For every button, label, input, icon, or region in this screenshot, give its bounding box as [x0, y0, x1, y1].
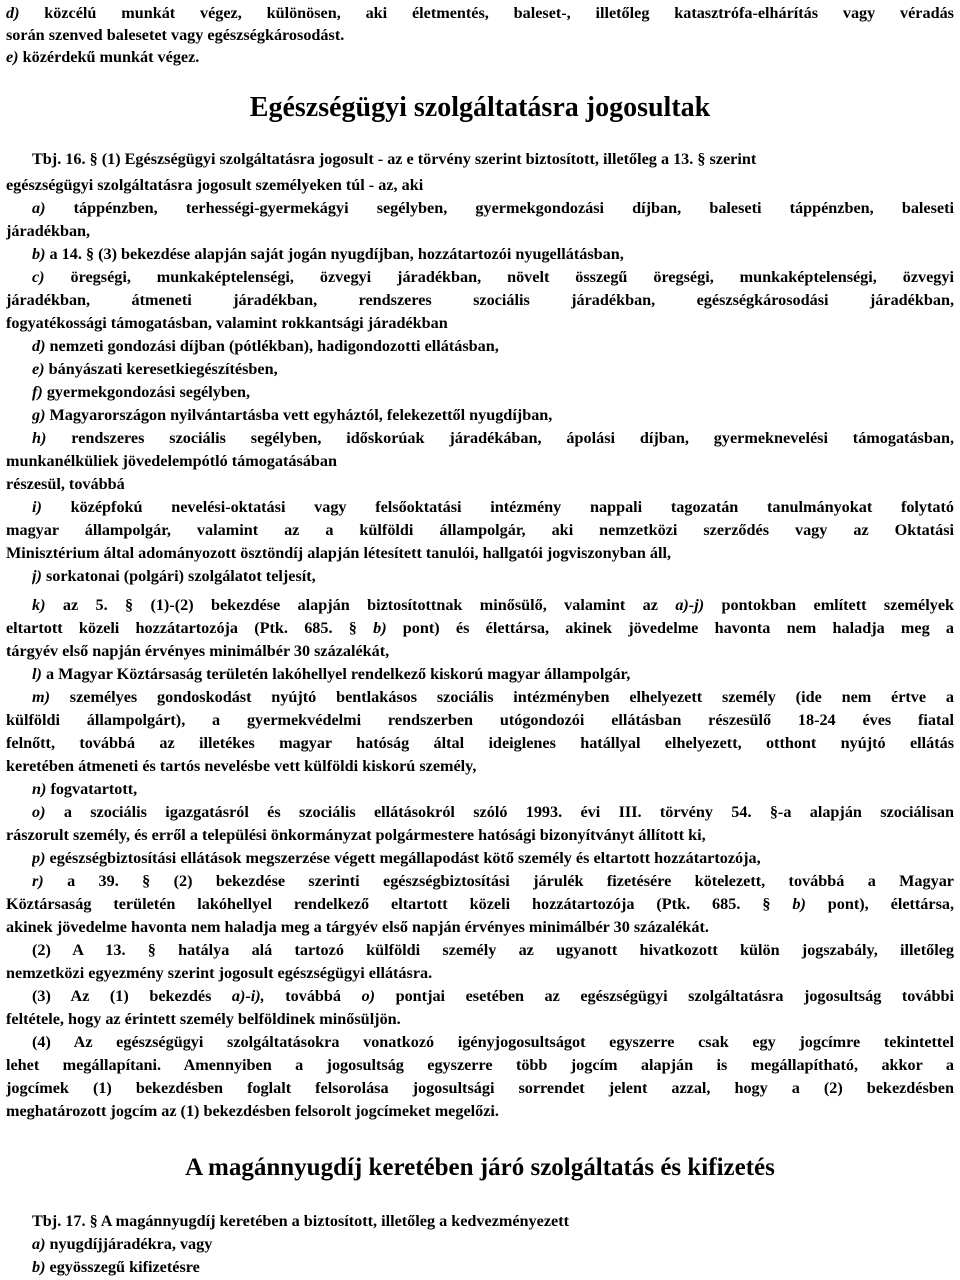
- text-segment: Tbj. 16. § (1) Egészségügyi szolgáltatásra jogosult - az e törvény szerint biztosított, illetőleg a 13. § szerint: [32, 150, 757, 168]
- item-marker: c): [32, 268, 45, 286]
- text-segment: (4) Az egészségügyi szolgáltatásokra vonatkozó igényjogosultságot egyszerre csak egy jogcímre tekintettel: [32, 1033, 954, 1051]
- text-line: [32, 358, 954, 380]
- text-segment: külföldi állampolgárt), a gyermekvédelmi rendszerben utógondozói ellátásban részesülő 18-24 éves fiatal: [6, 711, 954, 729]
- text-line: [32, 939, 954, 961]
- item-marker: d): [32, 337, 46, 355]
- text-segment: pontokban említett személyek: [704, 596, 954, 614]
- item-marker: f): [32, 383, 43, 401]
- text-line: [32, 1256, 954, 1278]
- text-segment: Minisztérium által adományozott ösztöndíj alapján létesített tanulói, hallgatói jogviszonyban áll,: [6, 544, 672, 562]
- item-marker: d): [6, 4, 20, 22]
- item-marker: b): [32, 245, 46, 263]
- text-line: [32, 496, 954, 518]
- text-segment: fogvatartott,: [46, 780, 138, 798]
- text-segment: nemzeti gondozási díjban (pótlékban), hadigondozotti ellátásban,: [45, 337, 499, 355]
- text-line: [6, 617, 954, 639]
- text-segment: középfokú nevelési-oktatási vagy felsőoktatási intézmény nappali tagozatán tanulmányokat folytató: [41, 498, 954, 516]
- text-segment: közérdekű munkát végez.: [18, 48, 200, 66]
- section-heading-maganyugdij: A magánnyugdíj keretében járó szolgáltatás és kifizetés: [185, 1154, 775, 1181]
- item-marker: m): [32, 688, 50, 706]
- text-line: [32, 266, 954, 288]
- item-marker: b): [792, 895, 806, 913]
- text-segment: tárgyév első napján érvényes minimálbér 30 százalékát,: [6, 642, 390, 660]
- item-marker: n): [32, 780, 47, 798]
- text-line: [6, 24, 954, 46]
- text-segment: egészségügyi szolgáltatásra jogosult személyeken túl - az, aki: [6, 176, 424, 194]
- text-line: [6, 962, 954, 984]
- text-segment: részesül, továbbá: [6, 475, 125, 493]
- text-segment: személyes gondoskodást nyújtó bentlakásos szociális intézményben elhelyezett személy (ide nem értve a: [49, 688, 954, 706]
- text-segment: fogyatékossági támogatásban, valamint rokkantsági járadékban: [6, 314, 448, 332]
- text-segment: munkanélküliek jövedelempótló támogatásában: [6, 452, 337, 470]
- item-marker: i): [32, 498, 42, 516]
- text-segment: a szociális igazgatásról és szociális ellátásokról szóló 1993. évi III. törvény 54. §-a alapján szociálisan: [45, 803, 954, 821]
- text-line: [6, 289, 954, 311]
- text-segment: jogcímek (1) bekezdésben foglalt felsorolása jogosultsági sorrendet jelent azzal, hogy a (2) bekezdésben: [6, 1079, 954, 1097]
- item-marker: b): [373, 619, 387, 637]
- text-line: [32, 847, 954, 869]
- text-segment: keretében átmeneti és tartós nevelésbe vett külföldi kiskorú személy,: [6, 757, 477, 775]
- text-segment: akinek jövedelme havonta nem haladja meg a tárgyév első napján érvényes minimálbér 30 százalékát.: [6, 918, 709, 936]
- item-marker: l): [32, 665, 42, 683]
- text-segment: feltétele, hogy az érintett személy belföldinek minősüljön.: [6, 1010, 401, 1028]
- text-line: [32, 985, 954, 1007]
- text-line: [6, 473, 954, 495]
- text-segment: lehet megállapítani. Amennyiben a jogosultság egyszerre több jogcím alapján is megállapítható, akkor a: [6, 1056, 954, 1074]
- text-line: [32, 663, 954, 685]
- text-segment: magyar állampolgár, valamint az a külföldi állampolgár, aki nemzetközi szerződés vagy az Oktatási: [6, 521, 954, 539]
- text-segment: felnőtt, továbbá az illetékes magyar hatóság által ideiglenes hatállyal elhelyezett, otthont nyújtó ellátás: [6, 734, 954, 752]
- text-line: [32, 381, 954, 403]
- text-line: [6, 1008, 954, 1030]
- text-line: [6, 893, 954, 915]
- text-line: [6, 640, 954, 662]
- text-line: [6, 755, 954, 777]
- text-line: [6, 916, 954, 938]
- text-line: [32, 1031, 954, 1053]
- text-segment: járadékban,: [6, 222, 91, 240]
- item-marker: a)-i),: [231, 987, 265, 1005]
- text-segment: rendszeres szociális segélyben, időskorúak járadékában, ápolási díjban, gyermeknevelési támogatásban,: [46, 429, 954, 447]
- text-line: [32, 1233, 954, 1255]
- text-line: [32, 1210, 954, 1232]
- text-segment: a Magyar Köztársaság területén lakóhellyel rendelkező kiskorú magyar állampolgár,: [41, 665, 631, 683]
- item-marker: p): [32, 849, 46, 867]
- text-line: [6, 174, 954, 196]
- text-line: [6, 220, 954, 242]
- item-marker: a): [32, 1235, 46, 1253]
- text-line: [6, 2, 954, 24]
- text-line: [32, 427, 954, 449]
- text-line: [6, 450, 954, 472]
- text-line: [32, 148, 954, 170]
- text-segment: során szenved balesetet vagy egészségkárosodást.: [6, 26, 345, 44]
- item-marker: k): [32, 596, 46, 614]
- text-line: [6, 46, 954, 68]
- text-line: [6, 1100, 954, 1122]
- text-segment: bányászati keresetkiegészítésben,: [44, 360, 278, 378]
- text-line: [6, 519, 954, 541]
- item-marker: r): [32, 872, 44, 890]
- text-segment: Magyarországon nyilvántartásba vett egyháztól, felekezettől nyugdíjban,: [45, 406, 553, 424]
- text-segment: közcélú munkát végez, különösen, aki életmentés, baleset-, illetőleg katasztrófa-elhárítás vagy véradás: [19, 4, 954, 22]
- text-segment: nyugdíjjáradékra, vagy: [45, 1235, 213, 1253]
- item-marker: b): [32, 1258, 46, 1276]
- text-line: [32, 594, 954, 616]
- text-segment: gyermekgondozási segélyben,: [42, 383, 251, 401]
- text-line: [6, 709, 954, 731]
- text-line: [32, 870, 954, 892]
- text-segment: pontjai esetében az egészségügyi szolgáltatásra jogosultság további: [375, 987, 954, 1005]
- item-marker: h): [32, 429, 47, 447]
- item-marker: e): [6, 48, 19, 66]
- text-line: [6, 542, 954, 564]
- text-segment: rászorult személy, és erről a települési önkormányzat polgármestere hatósági bizonyítványt állított ki,: [6, 826, 706, 844]
- item-marker: o): [32, 803, 46, 821]
- text-line: [32, 335, 954, 357]
- text-segment: az 5. § (1)-(2) bekezdése alapján biztosítottnak minősülő, valamint az: [45, 596, 676, 614]
- text-line: [6, 1077, 954, 1099]
- text-segment: a 39. § (2) bekezdése szerinti egészségbiztosítási járulék fizetésére kötelezett, továbbá a Magyar: [43, 872, 954, 890]
- text-segment: táppénzben, terhességi-gyermekágyi segélyben, gyermekgondozási díjban, baleseti táppénzben, baleseti: [45, 199, 954, 217]
- text-line: [32, 686, 954, 708]
- text-line: [32, 197, 954, 219]
- text-segment: Köztársaság területén lakóhellyel rendelkező eltartott közeli hozzátartozója (Ptk. 685. §: [6, 895, 793, 913]
- text-segment: eltartott közeli hozzátartozója (Ptk. 685. §: [6, 619, 374, 637]
- text-line: [6, 732, 954, 754]
- text-segment: meghatározott jogcím az (1) bekezdésben felsorolt jogcímeket megelőzi.: [6, 1102, 499, 1120]
- text-line: [32, 404, 954, 426]
- text-segment: (2) A 13. § hatálya alá tartozó külföldi személy az ugyanott hivatkozott külön jogszabály, illetőleg: [32, 941, 954, 959]
- text-segment: járadékban, átmeneti járadékban, rendszeres szociális járadékban, egészségkárosodási járadékban,: [6, 291, 954, 309]
- text-segment: egészségbiztosítási ellátások megszerzése végett megállapodást kötő személy és eltartott hozzátartozója,: [45, 849, 761, 867]
- text-line: [32, 565, 954, 587]
- section-heading-egeszsegugyi: Egészségügyi szolgáltatásra jogosultak: [249, 92, 711, 123]
- text-segment: sorkatonai (polgári) szolgálatot teljesít,: [41, 567, 316, 585]
- item-marker: j): [32, 567, 42, 585]
- item-marker: o): [361, 987, 376, 1005]
- item-marker: a): [32, 199, 46, 217]
- text-line: [6, 1054, 954, 1076]
- text-segment: öregségi, munkaképtelenségi, özvegyi járadékban, növelt összegű öregségi, munkaképtelenségi, özvegyi: [44, 268, 954, 286]
- text-segment: nemzetközi egyezmény szerint jogosult egészségügyi ellátásra.: [6, 964, 433, 982]
- text-segment: pont), élettársa,: [805, 895, 954, 913]
- text-line: [6, 312, 954, 334]
- text-segment: a 14. § (3) bekezdése alapján saját jogán nyugdíjban, hozzátartozói nyugellátásban,: [45, 245, 624, 263]
- text-segment: (3) Az (1) bekezdés: [32, 987, 232, 1005]
- item-marker: g): [32, 406, 46, 424]
- text-segment: Tbj. 17. § A magánnyugdíj keretében a biztosított, illetőleg a kedvezményezett: [32, 1212, 569, 1230]
- item-marker: e): [32, 360, 45, 378]
- text-segment: pont) és élettársa, akinek jövedelme havonta nem haladja meg a: [386, 619, 954, 637]
- item-marker: a)-j): [675, 596, 705, 614]
- text-line: [32, 778, 954, 800]
- text-line: [6, 824, 954, 846]
- text-segment: egyösszegű kifizetésre: [45, 1258, 200, 1276]
- text-segment: továbbá: [264, 987, 362, 1005]
- text-line: [32, 801, 954, 823]
- text-line: [32, 243, 954, 265]
